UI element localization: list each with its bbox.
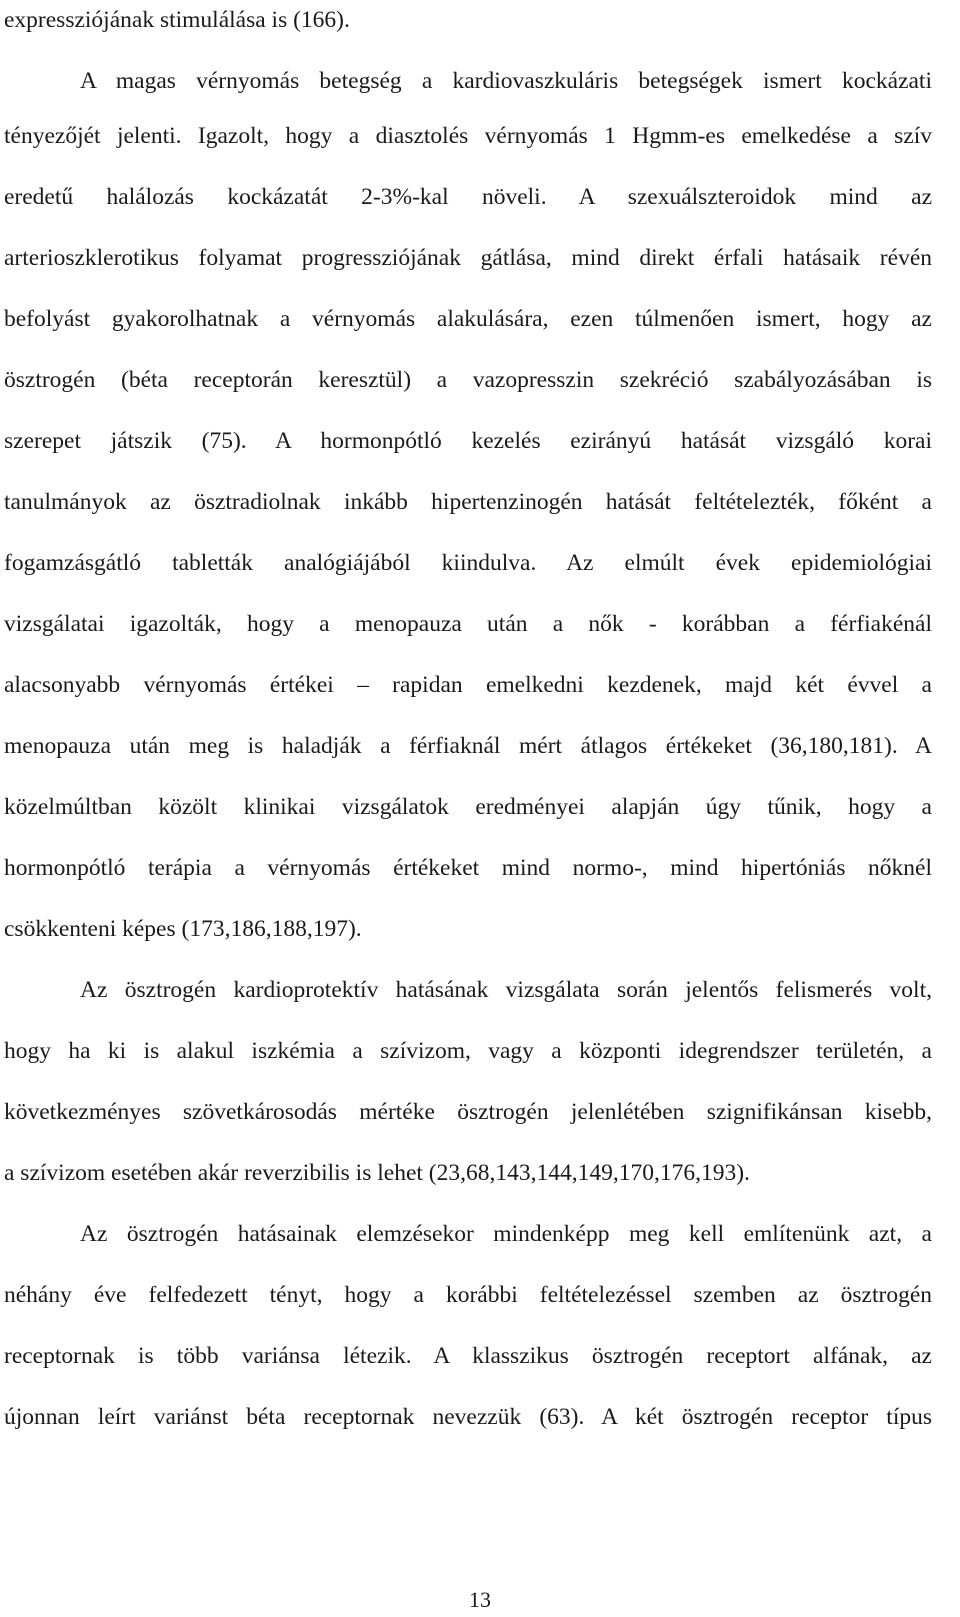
- text-line: Az ösztrogén hatásainak elemzésekor mindenképp meg kell említenünk azt, a: [80, 1221, 932, 1247]
- text-line: tanulmányok az ösztradiolnak inkább hipertenzinogén hatását feltételezték, főként a: [4, 489, 932, 515]
- text-line: hormonpótló terápia a vérnyomás értékeket mind normo-, mind hipertóniás nőknél: [4, 855, 932, 881]
- text-line: következményes szövetkárosodás mértéke ösztrogén jelenlétében szignifikánsan kisebb,: [4, 1099, 932, 1125]
- text-line: szerepet játszik (75). A hormonpótló kezelés ezirányú hatását vizsgáló korai: [4, 428, 932, 454]
- text-line: a szívizom esetében akár reverzibilis is lehet (23,68,143,144,149,170,176,193).: [4, 1160, 750, 1186]
- text-line: expressziójának stimulálása is (166).: [4, 7, 350, 33]
- text-line: tényezőjét jelenti. Igazolt, hogy a diasztolés vérnyomás 1 Hgmm-es emelkedése a szív: [4, 123, 932, 149]
- text-line: befolyást gyakorolhatnak a vérnyomás alakulására, ezen túlmenően ismert, hogy az: [4, 306, 932, 332]
- text-line: menopauza után meg is haladják a férfiaknál mért átlagos értékeket (36,180,181). A: [4, 733, 932, 759]
- text-line: alacsonyabb vérnyomás értékei – rapidan emelkedni kezdenek, majd két évvel a: [4, 672, 932, 698]
- text-line: újonnan leírt variánst béta receptornak nevezzük (63). A két ösztrogén receptor típus: [4, 1404, 932, 1430]
- text-line: Az ösztrogén kardioprotektív hatásának vizsgálata során jelentős felismerés volt,: [80, 977, 932, 1003]
- text-line: közelmúltban közölt klinikai vizsgálatok eredményei alapján úgy tűnik, hogy a: [4, 794, 932, 820]
- text-line: receptornak is több variánsa létezik. A klasszikus ösztrogén receptort alfának, az: [4, 1343, 932, 1369]
- text-line: néhány éve felfedezett tényt, hogy a korábbi feltételezéssel szemben az ösztrogén: [4, 1282, 932, 1308]
- text-line: arterioszklerotikus folyamat progressziójának gátlása, mind direkt érfali hatásaik révén: [4, 245, 932, 271]
- text-line: ösztrogén (béta receptorán keresztül) a vazopresszin szekréció szabályozásában is: [4, 367, 932, 393]
- page-number: 13: [469, 1587, 491, 1612]
- text-line: csökkenteni képes (173,186,188,197).: [4, 916, 362, 942]
- text-line: hogy ha ki is alakul iszkémia a szívizom, vagy a központi idegrendszer területén, a: [4, 1038, 932, 1064]
- text-line: vizsgálatai igazolták, hogy a menopauza után a nők - korábban a férfiakénál: [4, 611, 932, 637]
- text-line: A magas vérnyomás betegség a kardiovaszkuláris betegségek ismert kockázati: [80, 68, 932, 94]
- text-line: eredetű halálozás kockázatát 2-3%-kal növeli. A szexuálszteroidok mind az: [4, 184, 932, 210]
- text-line: fogamzásgátló tabletták analógiájából kiindulva. Az elmúlt évek epidemiológiai: [4, 550, 932, 576]
